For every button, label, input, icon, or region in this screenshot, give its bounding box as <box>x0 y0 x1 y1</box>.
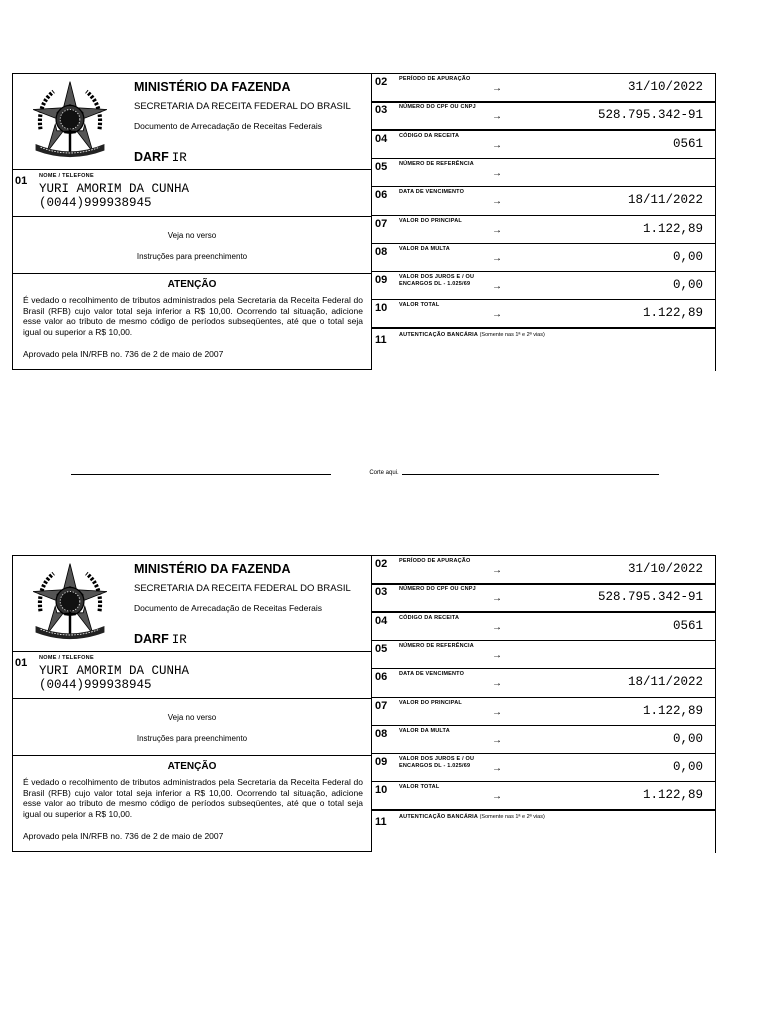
field-value: 1.122,89 <box>642 704 703 718</box>
attention-title: ATENÇÃO <box>167 761 217 772</box>
field-label <box>399 274 474 287</box>
field-01-name-phone <box>13 169 371 216</box>
field-label-line-1: CÓDIGO DA RECEITA <box>399 133 460 139</box>
field-number: 02 <box>375 558 388 570</box>
field-label-line-1: PERÍODO DE APURAÇÃO <box>399 558 471 564</box>
field-04-row <box>372 130 716 159</box>
field-label-line-1: DATA DE VENCIMENTO <box>399 189 465 195</box>
field-11-bank-authentication <box>372 328 716 371</box>
field-label-line-1: CÓDIGO DA RECEITA <box>399 615 460 621</box>
field-number: 05 <box>375 643 388 655</box>
field-label <box>399 76 470 83</box>
field-03-row <box>372 101 716 130</box>
auth-label: AUTENTICAÇÃO BANCÁRIA <box>399 814 478 820</box>
approval-note: Aprovado pela IN/RFB no. 736 de 2 de maio de 2007 <box>23 831 224 841</box>
arrow-icon: → <box>492 735 502 746</box>
arrow-icon: → <box>492 111 502 122</box>
document-title: Documento de Arrecadação de Receitas Federais <box>134 121 323 131</box>
field-label-line-1: VALOR TOTAL <box>399 784 440 790</box>
field-label <box>399 756 474 769</box>
field-number: 09 <box>375 274 388 286</box>
field-03-row <box>372 583 716 612</box>
field-value: 18/11/2022 <box>627 193 703 207</box>
field-value: 0,00 <box>672 760 703 774</box>
ministry-title: MINISTÉRIO DA FAZENDA <box>134 80 291 94</box>
field-label-line-1: VALOR TOTAL <box>399 302 440 308</box>
attention-text: É vedado o recolhimento de tributos administrados pela Secretaria da Receita Federal do Brasil (RFB) cujo valor total seja inferior a R$ 10,00. Ocorrendo tal situação, adicione esse valor ao tributo de mesmo código de períodos subseqüentes, até que o total seja igual ou superior a R$ 10,00. <box>23 295 363 337</box>
field-number: 11 <box>375 816 387 828</box>
cut-here-text: Corte aqui. <box>366 470 401 476</box>
arrow-icon: → <box>492 309 502 320</box>
arrow-icon: → <box>492 678 502 689</box>
field-label-line-2: ENCARGOS DL - 1.025/69 <box>399 280 471 287</box>
form-header <box>13 556 371 651</box>
field-08-row <box>372 725 716 754</box>
instructions-line-2: Instruções para preenchimento <box>136 734 248 743</box>
arrow-icon: → <box>492 763 502 774</box>
field-number: 01 <box>15 175 28 187</box>
field-label-line-1: NÚMERO DE REFERÊNCIA <box>399 643 474 649</box>
field-number: 09 <box>375 756 388 768</box>
field-05-row <box>372 158 716 187</box>
field-label <box>399 671 464 678</box>
field-value: 0561 <box>672 619 703 633</box>
field-number: 04 <box>375 615 388 627</box>
field-05-row <box>372 640 716 669</box>
field-09-row <box>372 753 716 782</box>
field-value: 528.795.342-91 <box>597 590 703 604</box>
field-08-row <box>372 243 716 272</box>
field-label-line-1: VALOR DOS JUROS E / OU <box>399 274 475 280</box>
field-value: 1.122,89 <box>642 306 703 320</box>
field-07-row <box>372 697 716 726</box>
field-number: 08 <box>375 246 388 258</box>
field-label <box>399 161 474 168</box>
field-label <box>399 643 474 650</box>
arrow-icon: → <box>492 565 502 576</box>
attention-title: ATENÇÃO <box>167 279 217 290</box>
field-label <box>399 302 439 309</box>
instructions-line-1: Veja no verso <box>167 231 217 240</box>
field-label-line-1: VALOR DA MULTA <box>399 246 450 252</box>
field-label-line-1: NÚMERO DE REFERÊNCIA <box>399 161 474 167</box>
field-07-row <box>372 215 716 244</box>
field-number: 02 <box>375 76 388 88</box>
field-value: 0,00 <box>672 278 703 292</box>
auth-note: (Somente nas 1ª e 2ª vias) <box>479 332 545 338</box>
taxpayer-phone: (0044)999938945 <box>39 196 152 210</box>
field-10-row <box>372 299 716 328</box>
document-title: Documento de Arrecadação de Receitas Federais <box>134 603 323 613</box>
attention-box <box>13 273 371 369</box>
arrow-icon: → <box>492 168 502 179</box>
field-label-line-1: VALOR DO PRINCIPAL <box>399 218 462 224</box>
arrow-icon: → <box>492 83 502 94</box>
field-06-row <box>372 668 716 698</box>
instructions-box <box>13 698 371 755</box>
field-number: 07 <box>375 700 388 712</box>
approval-note: Aprovado pela IN/RFB no. 736 de 2 de maio de 2007 <box>23 349 224 359</box>
form-left-panel <box>12 555 372 852</box>
darf-label-text: DARF <box>134 632 169 646</box>
field-label <box>399 558 470 565</box>
auth-label: AUTENTICAÇÃO BANCÁRIA <box>399 332 478 338</box>
darf-label-text: DARF <box>134 150 169 164</box>
field-label: NOME / TELEFONE <box>39 173 94 179</box>
field-label-line-1: VALOR DO PRINCIPAL <box>399 700 462 706</box>
field-label <box>399 784 439 791</box>
field-label-line-1: NÚMERO DO CPF OU CNPJ <box>399 104 476 110</box>
instructions-box <box>13 216 371 273</box>
field-label <box>399 615 459 622</box>
field-number: 06 <box>375 671 388 683</box>
field-11-bank-authentication <box>372 810 716 853</box>
auth-note: (Somente nas 1ª e 2ª vias) <box>479 814 545 820</box>
field-number: 06 <box>375 189 388 201</box>
taxpayer-name: YURI AMORIM DA CUNHA <box>39 182 190 196</box>
field-09-row <box>372 271 716 300</box>
field-number: 01 <box>15 657 28 669</box>
field-number: 03 <box>375 586 388 598</box>
secretariat-name: SECRETARIA DA RECEITA FEDERAL DO BRASIL <box>134 101 351 112</box>
field-label <box>399 728 450 735</box>
darf-label <box>134 632 187 647</box>
arrow-icon: → <box>492 707 502 718</box>
field-label <box>399 189 464 196</box>
field-01-name-phone <box>13 651 371 698</box>
field-label: NOME / TELEFONE <box>39 655 94 661</box>
field-value: 18/11/2022 <box>627 675 703 689</box>
arrow-icon: → <box>492 225 502 236</box>
field-value: 0,00 <box>672 732 703 746</box>
field-number: 07 <box>375 218 388 230</box>
darf-type: IR <box>171 151 187 165</box>
arrow-icon: → <box>492 281 502 292</box>
field-02-row <box>372 555 716 585</box>
brazil-coat-of-arms-emblem <box>29 562 111 644</box>
field-number: 08 <box>375 728 388 740</box>
field-label-line-2: ENCARGOS DL - 1.025/69 <box>399 762 471 769</box>
field-number: 10 <box>375 302 388 314</box>
arrow-icon: → <box>492 791 502 802</box>
field-label-line-1: DATA DE VENCIMENTO <box>399 671 465 677</box>
field-label <box>399 133 459 140</box>
brazil-coat-of-arms-emblem <box>29 80 111 162</box>
field-label <box>399 586 476 593</box>
arrow-icon: → <box>492 593 502 604</box>
field-label-line-1: PERÍODO DE APURAÇÃO <box>399 76 471 82</box>
field-label <box>399 814 545 821</box>
field-label <box>399 332 545 339</box>
field-label-line-1: NÚMERO DO CPF OU CNPJ <box>399 586 476 592</box>
field-label-line-1: VALOR DA MULTA <box>399 728 450 734</box>
field-value: 1.122,89 <box>642 222 703 236</box>
arrow-icon: → <box>492 650 502 661</box>
attention-box <box>13 755 371 851</box>
attention-text: É vedado o recolhimento de tributos administrados pela Secretaria da Receita Federal do Brasil (RFB) cujo valor total seja inferior a R$ 10,00. Ocorrendo tal situação, adicione esse valor ao tributo de mesmo código de períodos subseqüentes, até que o total seja igual ou superior a R$ 10,00. <box>23 777 363 819</box>
field-label <box>399 700 462 707</box>
form-right-panel <box>372 73 716 370</box>
field-number: 05 <box>375 161 388 173</box>
arrow-icon: → <box>492 140 502 151</box>
cut-here-label <box>0 470 768 476</box>
instructions-line-1: Veja no verso <box>167 713 217 722</box>
arrow-icon: → <box>492 196 502 207</box>
field-number: 04 <box>375 133 388 145</box>
field-02-row <box>372 73 716 103</box>
ministry-title: MINISTÉRIO DA FAZENDA <box>134 562 291 576</box>
field-label <box>399 218 462 225</box>
field-06-row <box>372 186 716 216</box>
instructions-line-2: Instruções para preenchimento <box>136 252 248 261</box>
field-value: 528.795.342-91 <box>597 108 703 122</box>
field-number: 03 <box>375 104 388 116</box>
field-value: 0,00 <box>672 250 703 264</box>
taxpayer-phone: (0044)999938945 <box>39 678 152 692</box>
field-value: 0561 <box>672 137 703 151</box>
field-label <box>399 246 450 253</box>
secretariat-name: SECRETARIA DA RECEITA FEDERAL DO BRASIL <box>134 583 351 594</box>
field-label-line-1: VALOR DOS JUROS E / OU <box>399 756 475 762</box>
field-label <box>399 104 476 111</box>
form-right-panel <box>372 555 716 852</box>
field-value: 31/10/2022 <box>627 80 703 94</box>
field-value: 31/10/2022 <box>627 562 703 576</box>
form-header <box>13 74 371 169</box>
darf-label <box>134 150 187 165</box>
arrow-icon: → <box>492 253 502 264</box>
field-number: 10 <box>375 784 388 796</box>
field-value: 1.122,89 <box>642 788 703 802</box>
arrow-icon: → <box>492 622 502 633</box>
darf-type: IR <box>171 633 187 647</box>
field-10-row <box>372 781 716 810</box>
taxpayer-name: YURI AMORIM DA CUNHA <box>39 664 190 678</box>
form-left-panel <box>12 73 372 370</box>
field-04-row <box>372 612 716 641</box>
field-number: 11 <box>375 334 387 346</box>
